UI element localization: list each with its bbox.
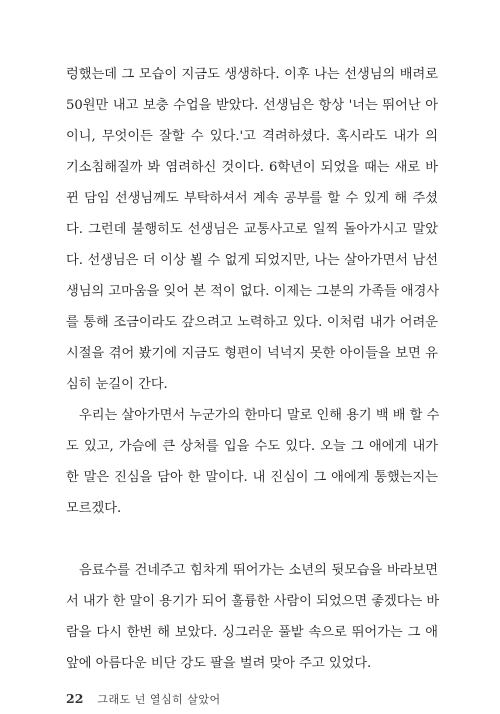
running-title: 그래도 넌 열심히 살았어: [97, 693, 221, 706]
page-number: 22: [66, 691, 84, 706]
paragraph-1-line-10: 시절을 겪어 봤기에 지금도 형편이 넉넉지 못한 아이들을 보면 유: [66, 346, 438, 361]
paragraph-1-line-1: 렁했는데 그 모습이 지금도 생생하다. 이후 나는 선생님의 배려로: [66, 67, 438, 82]
paragraph-3-line-3: 람을 다시 한번 해 보았다. 싱그러운 풀밭 속으로 뛰어가는 그 애: [66, 625, 438, 640]
paragraph-1-line-3: 이니, 무엇이든 잘할 수 있다.'고 격려하셨다. 혹시라도 내가 의: [66, 129, 438, 144]
paragraph-1-line-8: 생님의 고마움을 잊어 본 적이 없다. 이제는 그분의 가족들 애경사: [66, 284, 440, 299]
paragraph-1-line-11: 심히 눈길이 간다.: [66, 377, 168, 392]
paragraph-2-line-2: 도 있고, 가슴에 큰 상처를 입을 수도 있다. 오늘 그 애에게 내가: [66, 439, 438, 454]
paragraph-3-line-2: 서 내가 한 말이 용기가 되어 훌륭한 사람이 되었으면 좋겠다는 바: [66, 594, 440, 609]
paragraph-2-line-1: 우리는 살아가면서 누군가의 한마디 말로 인해 용기 백 배 할 수: [79, 408, 440, 423]
paragraph-1-line-6: 다. 그런데 불행히도 선생님은 교통사고로 일찍 돌아가시고 말았: [66, 222, 438, 237]
paragraph-3-line-1: 음료수를 건네주고 힘차게 뛰어가는 소년의 뒷모습을 바라보면: [79, 563, 438, 578]
paragraph-2-line-3: 한 말은 진심을 담아 한 말이다. 내 진심이 그 애에게 통했는지는: [66, 470, 438, 485]
paragraph-1-line-5: 뀐 담임 선생님께도 부탁하셔서 계속 공부를 할 수 있게 해 주셨: [66, 191, 438, 206]
paragraph-1-line-7: 다. 선생님은 더 이상 뵐 수 없게 되었지만, 나는 살아가면서 남선: [66, 253, 438, 268]
paragraph-1-line-4: 기소침해질까 봐 염려하신 것이다. 6학년이 되었을 때는 새로 바: [66, 160, 438, 175]
paragraph-1-line-9: 를 통해 조금이라도 갚으려고 노력하고 있다. 이처럼 내가 어려운: [66, 315, 438, 330]
paragraph-2-line-4: 모르겠다.: [66, 501, 122, 516]
paragraph-3-line-4: 앞에 아름다운 비단 강도 팔을 벌려 맞아 주고 있었다.: [66, 656, 372, 671]
page-footer: [66, 690, 221, 709]
paragraph-1-line-2: 50원만 내고 보충 수업을 받았다. 선생님은 항상 '너는 뛰어난 아: [66, 98, 438, 113]
